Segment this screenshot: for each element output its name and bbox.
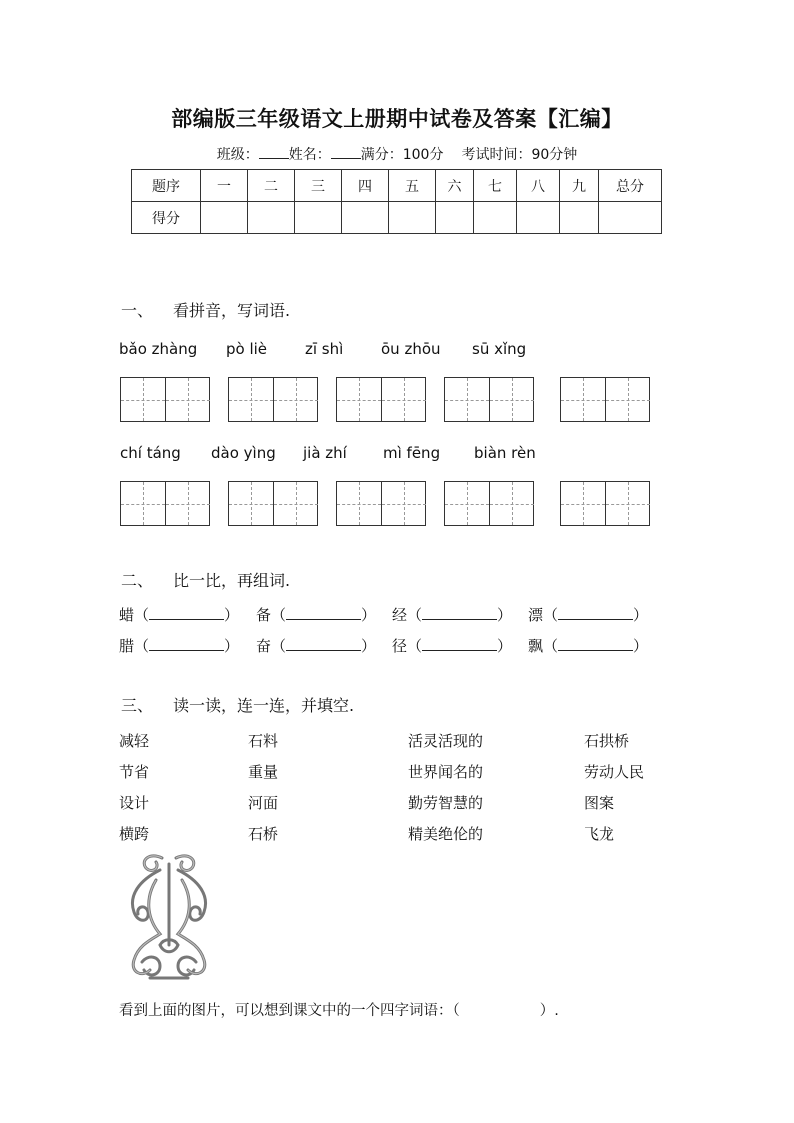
pinyin-item: bǎo zhàng <box>119 340 198 358</box>
section-1-heading <box>121 298 290 321</box>
compare-char: 经 <box>392 606 408 624</box>
page-title: 部编版三年级语文上册期中试卷及答案【汇编】 <box>171 107 623 131</box>
score-header-cell: 一 <box>201 170 248 202</box>
answer-line[interactable] <box>149 605 224 620</box>
match-word[interactable]: 设计 <box>119 794 150 812</box>
score-header-cell: 七 <box>474 170 517 202</box>
match-word[interactable]: 图案 <box>584 794 615 812</box>
writing-box[interactable] <box>120 481 210 526</box>
score-cell[interactable] <box>517 202 560 234</box>
answer-line[interactable] <box>149 636 224 651</box>
dragon-pattern-illustration <box>120 850 218 985</box>
answer-line[interactable] <box>558 605 633 620</box>
question-suffix: ）. <box>539 1003 559 1019</box>
open-paren: （ <box>271 637 287 655</box>
match-word[interactable]: 勤劳智慧的 <box>408 794 484 812</box>
score-cell[interactable] <box>342 202 389 234</box>
match-word[interactable]: 节省 <box>119 763 150 781</box>
compare-char: 备 <box>256 606 272 624</box>
open-paren: （ <box>271 606 287 624</box>
answer-line[interactable] <box>286 636 361 651</box>
open-paren: （ <box>407 637 423 655</box>
class-blank[interactable] <box>259 146 289 159</box>
score-cell[interactable] <box>599 202 662 234</box>
writing-box[interactable] <box>120 377 210 422</box>
writing-box[interactable] <box>560 377 650 422</box>
compare-item <box>528 635 648 656</box>
match-word[interactable]: 劳动人民 <box>584 763 645 781</box>
pinyin-item: zī shì <box>305 340 344 358</box>
section-3-heading <box>121 693 354 716</box>
pinyin-item: sū xǐng <box>472 340 527 358</box>
compare-char: 径 <box>392 637 408 655</box>
score-row-label: 得分 <box>132 202 201 234</box>
pinyin-item: dào yìng <box>211 444 276 462</box>
writing-box[interactable] <box>228 377 318 422</box>
compare-item <box>119 635 239 656</box>
pinyin-item: mì fēng <box>383 444 441 462</box>
name-blank[interactable] <box>331 146 361 159</box>
score-table <box>131 169 662 234</box>
compare-char: 漂 <box>528 606 544 624</box>
answer-line[interactable] <box>422 605 497 620</box>
compare-item <box>256 635 376 656</box>
score-header-cell: 四 <box>342 170 389 202</box>
writing-box[interactable] <box>444 377 534 422</box>
fill-in-question <box>119 999 559 1020</box>
score-table-score-row <box>132 202 662 234</box>
score-cell[interactable] <box>560 202 599 234</box>
match-word[interactable]: 重量 <box>248 763 279 781</box>
match-word[interactable]: 减轻 <box>119 732 150 750</box>
section-number: 三、 <box>121 696 154 715</box>
match-word[interactable]: 石桥 <box>248 825 279 843</box>
compare-char: 蜡 <box>119 606 135 624</box>
compare-char: 腊 <box>119 637 135 655</box>
open-paren: （ <box>407 606 423 624</box>
open-paren: （ <box>134 606 150 624</box>
pinyin-item: pò liè <box>226 340 268 358</box>
section-title: 读一读，连一连，并填空. <box>173 696 355 715</box>
score-cell[interactable] <box>248 202 295 234</box>
close-paren: ） <box>224 606 240 624</box>
score-header-cell: 总分 <box>599 170 662 202</box>
question-prefix: 看到上面的图片，可以想到课文中的一个四字词语：（ <box>119 1003 460 1019</box>
score-cell[interactable] <box>295 202 342 234</box>
writing-box[interactable] <box>336 377 426 422</box>
section-title: 比一比，再组词. <box>173 571 291 590</box>
close-paren: ） <box>633 637 649 655</box>
compare-item <box>528 604 648 625</box>
compare-char: 奋 <box>256 637 272 655</box>
compare-item <box>119 604 239 625</box>
score-cell[interactable] <box>389 202 436 234</box>
match-word[interactable]: 精美绝伦的 <box>408 825 484 843</box>
score-header-cell: 二 <box>248 170 295 202</box>
name-label: 姓名： <box>288 147 331 163</box>
section-2-heading <box>121 568 290 591</box>
answer-line[interactable] <box>558 636 633 651</box>
match-word[interactable]: 横跨 <box>119 825 150 843</box>
score-cell[interactable] <box>474 202 517 234</box>
pinyin-item: chí táng <box>120 444 181 462</box>
open-paren: （ <box>543 606 559 624</box>
score-header-cell: 五 <box>389 170 436 202</box>
score-header-cell: 九 <box>560 170 599 202</box>
answer-line[interactable] <box>286 605 361 620</box>
match-word[interactable]: 世界闻名的 <box>408 763 484 781</box>
score-header-cell: 题序 <box>132 170 201 202</box>
writing-box[interactable] <box>228 481 318 526</box>
writing-box[interactable] <box>560 481 650 526</box>
score-table-header-row <box>132 170 662 202</box>
close-paren: ） <box>361 606 377 624</box>
score-header-cell: 三 <box>295 170 342 202</box>
match-word[interactable]: 飞龙 <box>584 825 615 843</box>
section-number: 一、 <box>121 301 154 320</box>
match-word[interactable]: 石拱桥 <box>584 732 630 750</box>
writing-box[interactable] <box>444 481 534 526</box>
close-paren: ） <box>361 637 377 655</box>
pinyin-item: jià zhí <box>303 444 347 462</box>
score-header-cell: 六 <box>436 170 474 202</box>
section-title: 看拼音，写词语. <box>173 301 291 320</box>
close-paren: ） <box>497 606 513 624</box>
open-paren: （ <box>543 637 559 655</box>
exam-time: 考试时间：90分钟 <box>461 147 578 163</box>
close-paren: ） <box>497 637 513 655</box>
answer-line[interactable] <box>422 636 497 651</box>
close-paren: ） <box>224 637 240 655</box>
compare-item <box>392 604 512 625</box>
pinyin-item: ōu zhōu <box>381 340 441 358</box>
match-word[interactable]: 石料 <box>248 732 279 750</box>
score-cell[interactable] <box>436 202 474 234</box>
compare-item <box>256 604 376 625</box>
class-label: 班级： <box>216 147 259 163</box>
close-paren: ） <box>633 606 649 624</box>
match-word[interactable]: 活灵活现的 <box>408 732 484 750</box>
score-cell[interactable] <box>201 202 248 234</box>
compare-item <box>392 635 512 656</box>
match-word[interactable]: 河面 <box>248 794 279 812</box>
compare-char: 飘 <box>528 637 544 655</box>
section-number: 二、 <box>121 571 154 590</box>
pinyin-item: biàn rèn <box>474 444 536 462</box>
full-score: 满分：100分 <box>360 147 444 163</box>
exam-info <box>0 144 794 164</box>
writing-box[interactable] <box>336 481 426 526</box>
open-paren: （ <box>134 637 150 655</box>
score-header-cell: 八 <box>517 170 560 202</box>
